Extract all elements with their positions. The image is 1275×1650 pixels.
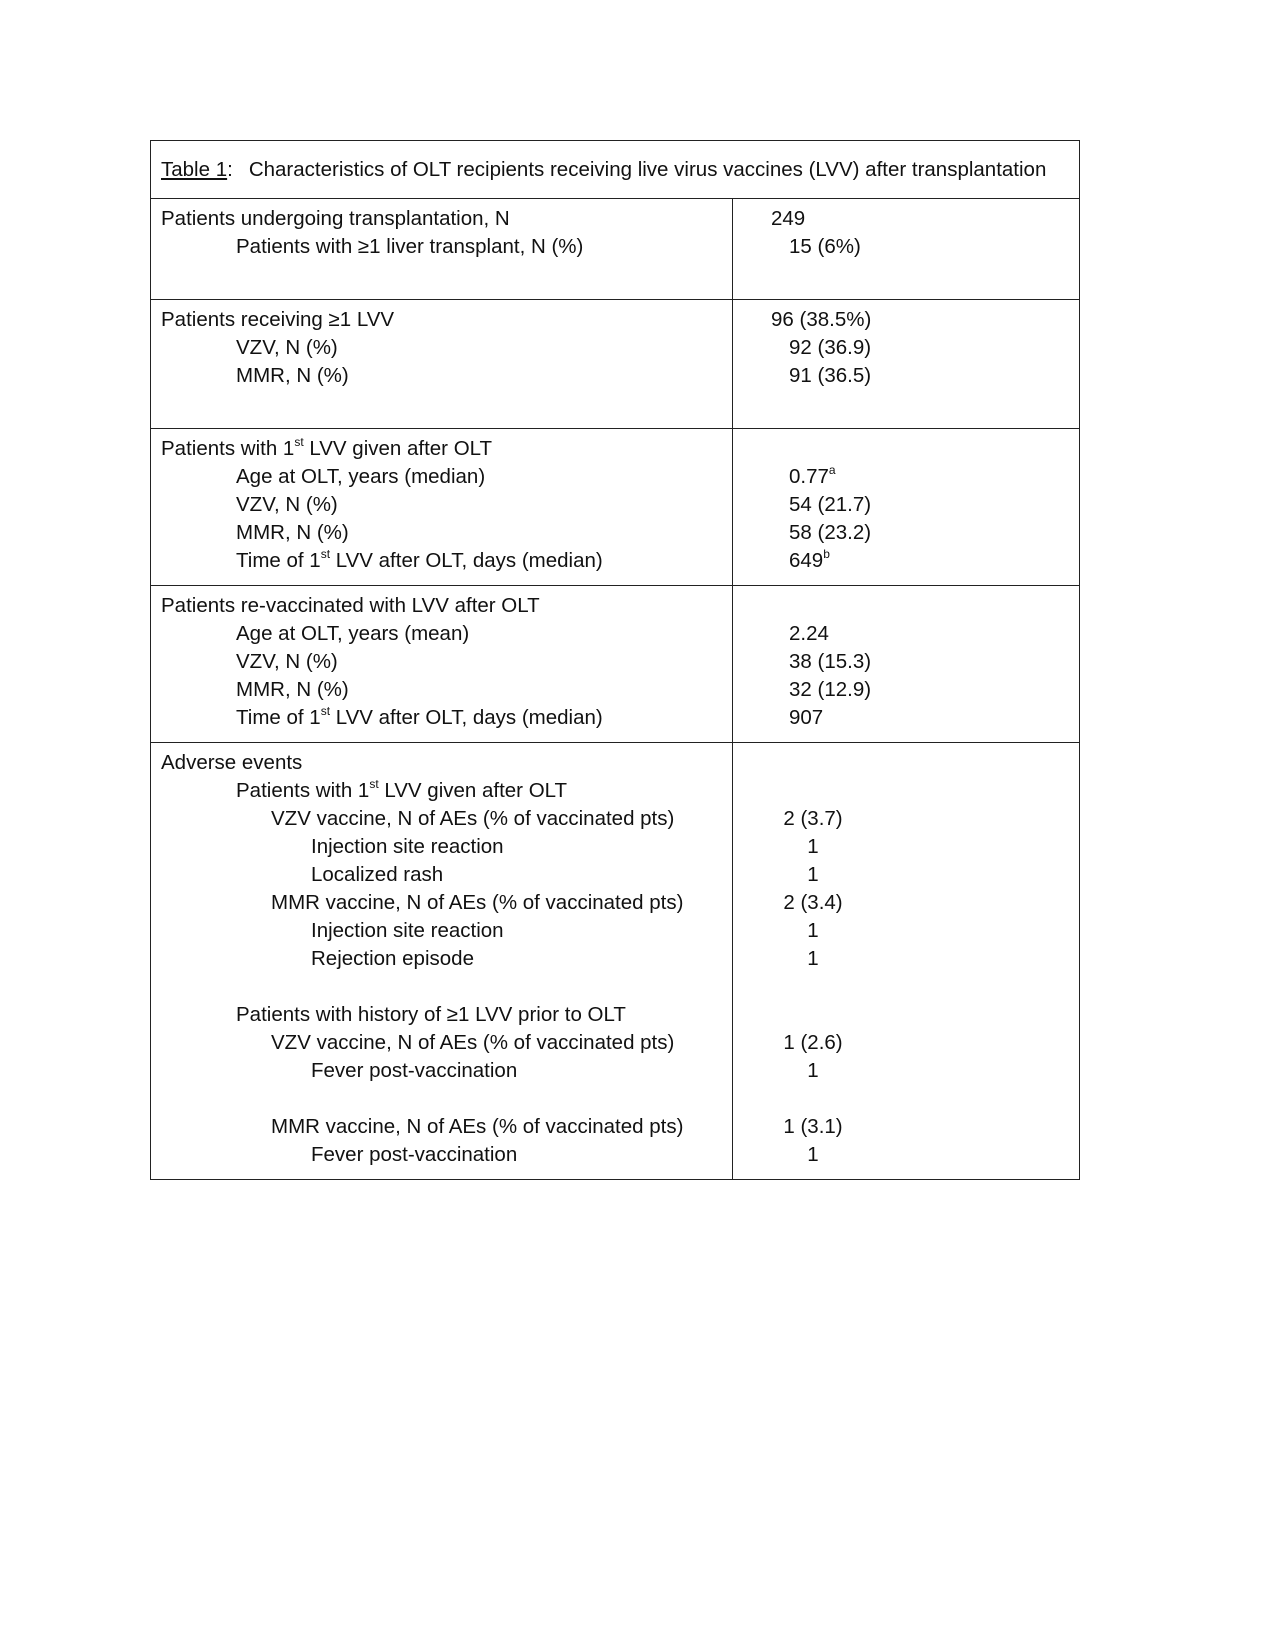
row-label: MMR vaccine, N of AEs (% of vaccinated pts) bbox=[271, 1115, 684, 1138]
row-value: 649$^b$ bbox=[789, 547, 830, 572]
label-column bbox=[151, 199, 733, 299]
row-label: VZV, N (%) bbox=[236, 650, 338, 673]
label-column bbox=[151, 300, 733, 428]
row-label: Time of 1st LVV after OLT, days (median) bbox=[236, 704, 603, 729]
row-value: 1 bbox=[807, 1059, 819, 1082]
row-label: MMR, N (%) bbox=[236, 678, 349, 701]
label-column bbox=[151, 743, 733, 1179]
row-label: Patients with history of ≥1 LVV prior to OLT bbox=[236, 1003, 626, 1026]
row-label: Age at OLT, years (mean) bbox=[236, 622, 470, 645]
section-first-lvv-after-olt bbox=[151, 429, 1079, 586]
row-value: 2 (3.7) bbox=[783, 807, 843, 830]
row-label: Patients with ≥1 liver transplant, N (%) bbox=[236, 235, 584, 258]
row-label: MMR, N (%) bbox=[236, 364, 349, 387]
row-label: Patients with 1st LVV given after OLT bbox=[236, 777, 568, 802]
row-label: Adverse events bbox=[161, 751, 303, 774]
row-label: MMR, N (%) bbox=[236, 521, 349, 544]
table-caption bbox=[151, 141, 1079, 199]
row-value: 1 bbox=[807, 1143, 819, 1166]
caption-colon: : bbox=[227, 157, 233, 181]
value-column bbox=[733, 586, 1079, 742]
row-value: 1 bbox=[807, 919, 819, 942]
row-value: 96 (38.5%) bbox=[771, 308, 872, 331]
row-label: Age at OLT, years (median) bbox=[236, 465, 486, 488]
value-column bbox=[733, 429, 1079, 585]
value-column bbox=[733, 743, 1079, 1179]
row-value: 1 bbox=[807, 835, 819, 858]
row-value: 249 bbox=[771, 207, 806, 230]
row-label: Injection site reaction bbox=[311, 919, 504, 942]
row-label: MMR vaccine, N of AEs (% of vaccinated pts) bbox=[271, 891, 684, 914]
row-label: Patients receiving ≥1 LVV bbox=[161, 308, 395, 331]
row-label: VZV vaccine, N of AEs (% of vaccinated pts) bbox=[271, 1031, 675, 1054]
row-label: Patients with 1st LVV given after OLT bbox=[161, 435, 493, 460]
row-value: 32 (12.9) bbox=[789, 678, 872, 701]
row-value: 58 (23.2) bbox=[789, 521, 872, 544]
row-value: 907 bbox=[789, 706, 824, 729]
row-label: Injection site reaction bbox=[311, 835, 504, 858]
row-value: 1 (3.1) bbox=[783, 1115, 843, 1138]
row-value: 15 (6%) bbox=[789, 235, 861, 258]
label-column bbox=[151, 586, 733, 742]
label-column bbox=[151, 429, 733, 585]
row-value: 54 (21.7) bbox=[789, 493, 872, 516]
row-label: Rejection episode bbox=[311, 947, 474, 970]
row-label: Patients undergoing transplantation, N bbox=[161, 207, 510, 230]
row-label: VZV, N (%) bbox=[236, 493, 338, 516]
row-value: 1 bbox=[807, 947, 819, 970]
table-number: Table 1 bbox=[161, 157, 228, 181]
row-value: 92 (36.9) bbox=[789, 336, 872, 359]
section-transplantation bbox=[151, 199, 1079, 300]
section-adverse-events bbox=[151, 743, 1079, 1179]
row-value: 0.77$^a$ bbox=[789, 463, 836, 488]
row-label: Time of 1st LVV after OLT, days (median) bbox=[236, 547, 603, 572]
characteristics-table bbox=[150, 140, 1080, 1180]
row-value: 91 (36.5) bbox=[789, 364, 872, 387]
row-value: 1 bbox=[807, 863, 819, 886]
row-label: VZV vaccine, N of AEs (% of vaccinated pts) bbox=[271, 807, 675, 830]
row-label: Patients re-vaccinated with LVV after OLT bbox=[161, 594, 540, 617]
value-column bbox=[733, 199, 1079, 299]
row-value: 38 (15.3) bbox=[789, 650, 872, 673]
table-title: Characteristics of OLT recipients receiving live virus vaccines (LVV) after transplantation bbox=[248, 157, 1047, 181]
section-lvv-recipients bbox=[151, 300, 1079, 429]
row-label: Fever post-vaccination bbox=[311, 1059, 518, 1082]
row-value: 1 (2.6) bbox=[783, 1031, 843, 1054]
row-label: VZV, N (%) bbox=[236, 336, 338, 359]
row-value: 2 (3.4) bbox=[783, 891, 843, 914]
row-value: 2.24 bbox=[789, 622, 829, 645]
row-label: Localized rash bbox=[311, 863, 444, 886]
row-label: Fever post-vaccination bbox=[311, 1143, 518, 1166]
value-column bbox=[733, 300, 1079, 428]
section-revaccinated bbox=[151, 586, 1079, 743]
